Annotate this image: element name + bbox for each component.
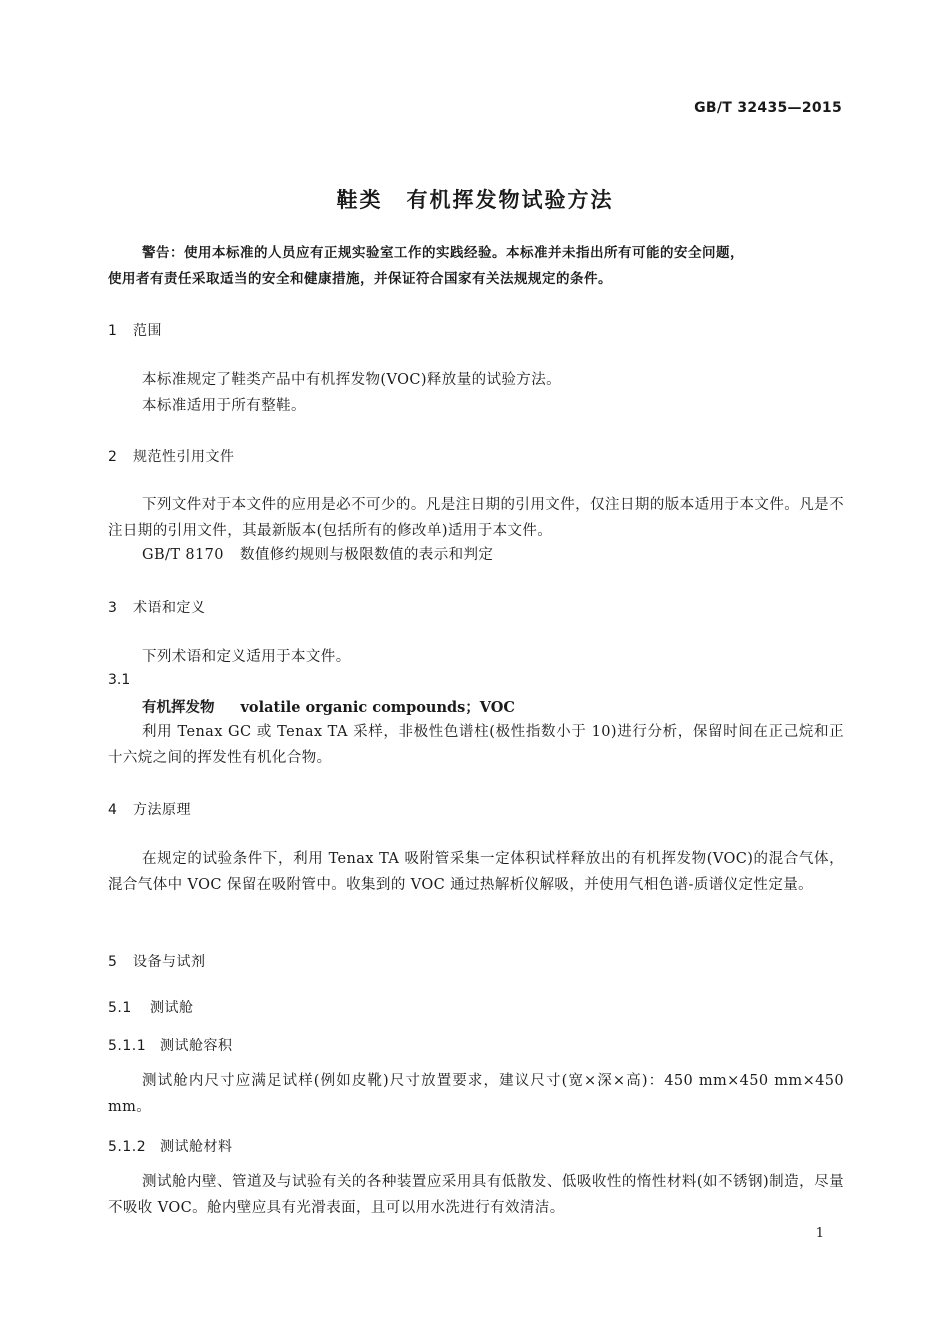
section-3-heading	[108, 597, 206, 617]
term-number: 3.1	[108, 672, 131, 688]
section-number: 5	[108, 954, 118, 970]
section-number: 2	[108, 449, 118, 465]
title-part1: 鞋类	[336, 188, 383, 212]
section-5-heading	[108, 951, 206, 971]
warning-notice	[108, 240, 844, 292]
normative-reference	[142, 543, 493, 564]
section-title: 设备与试剂	[133, 954, 206, 970]
section-title: 方法原理	[133, 802, 191, 818]
section-5-1-heading	[108, 997, 194, 1017]
section-number: 3	[108, 600, 118, 616]
section-title: 测试舱	[150, 1000, 194, 1016]
section-2-heading	[108, 446, 235, 466]
section-4-heading	[108, 799, 191, 819]
section-5-1-2-heading	[108, 1136, 233, 1156]
section-1-paragraph-2: 本标准适用于所有整鞋。	[142, 398, 306, 414]
section-title: 术语和定义	[133, 600, 206, 616]
section-title: 测试舱材料	[160, 1139, 233, 1155]
title-part2: 有机挥发物试验方法	[406, 188, 614, 212]
section-5-1-1-heading	[108, 1035, 233, 1055]
section-2-paragraph-1: 下列文件对于本文件的应用是必不可少的。凡是注日期的引用文件，仅注日期的版本适用于本文件。凡是不注日期的引用文件，其最新版本(包括所有的修改单)适用于本文件。	[108, 497, 844, 539]
section-title: 范围	[133, 323, 162, 339]
warning-line-1: 警告：使用本标准的人员应有正规实验室工作的实践经验。本标准并未指出所有可能的安全问题，	[142, 245, 744, 261]
section-3-paragraph-1: 下列术语和定义适用于本文件。	[142, 649, 351, 665]
section-number: 1	[108, 323, 118, 339]
section-number: 5.1.1	[108, 1038, 147, 1054]
section-1-heading	[108, 320, 162, 340]
reference-title: 数值修约规则与极限数值的表示和判定	[240, 547, 494, 563]
term-definition: 利用 Tenax GC 或 Tenax TA 采样，非极性色谱柱(极性指数小于 10)进行分析，保留时间在正己烷和正十六烷之间的挥发性有机化合物。	[108, 724, 844, 766]
section-number: 5.1	[108, 1000, 132, 1016]
section-number: 4	[108, 802, 118, 818]
section-title: 规范性引用文件	[133, 449, 235, 465]
reference-code: GB/T 8170	[142, 547, 224, 563]
standard-number: GB/T 32435—2015	[694, 100, 842, 116]
term-chinese: 有机挥发物	[142, 700, 215, 716]
document-title	[0, 184, 950, 214]
section-5-1-1-paragraph: 测试舱内尺寸应满足试样(例如皮靴)尺寸放置要求，建议尺寸(宽×深×高)：450 mm×450 mm×450 mm。	[108, 1073, 844, 1115]
term-entry	[142, 696, 515, 717]
warning-line-2: 使用者有责任采取适当的安全和健康措施，并保证符合国家有关法规规定的条件。	[108, 271, 612, 287]
section-1-paragraph-1: 本标准规定了鞋类产品中有机挥发物(VOC)释放量的试验方法。	[142, 372, 562, 388]
term-english: volatile organic compounds；VOC	[240, 699, 515, 716]
section-number: 5.1.2	[108, 1139, 147, 1155]
page-number: 1	[815, 1226, 824, 1241]
section-5-1-2-paragraph: 测试舱内壁、管道及与试验有关的各种装置应采用具有低散发、低吸收性的惰性材料(如不锈钢)制造，尽量不吸收 VOC。舱内壁应具有光滑表面，且可以用水洗进行有效清洁。	[108, 1174, 844, 1216]
section-title: 测试舱容积	[160, 1038, 233, 1054]
section-4-paragraph-1: 在规定的试验条件下，利用 Tenax TA 吸附管采集一定体积试样释放出的有机挥发物(VOC)的混合气体，混合气体中 VOC 保留在吸附管中。收集到的 VOC 通过热解析仪解吸，并使用气相色谱-质谱仪定性定量。	[108, 851, 844, 893]
